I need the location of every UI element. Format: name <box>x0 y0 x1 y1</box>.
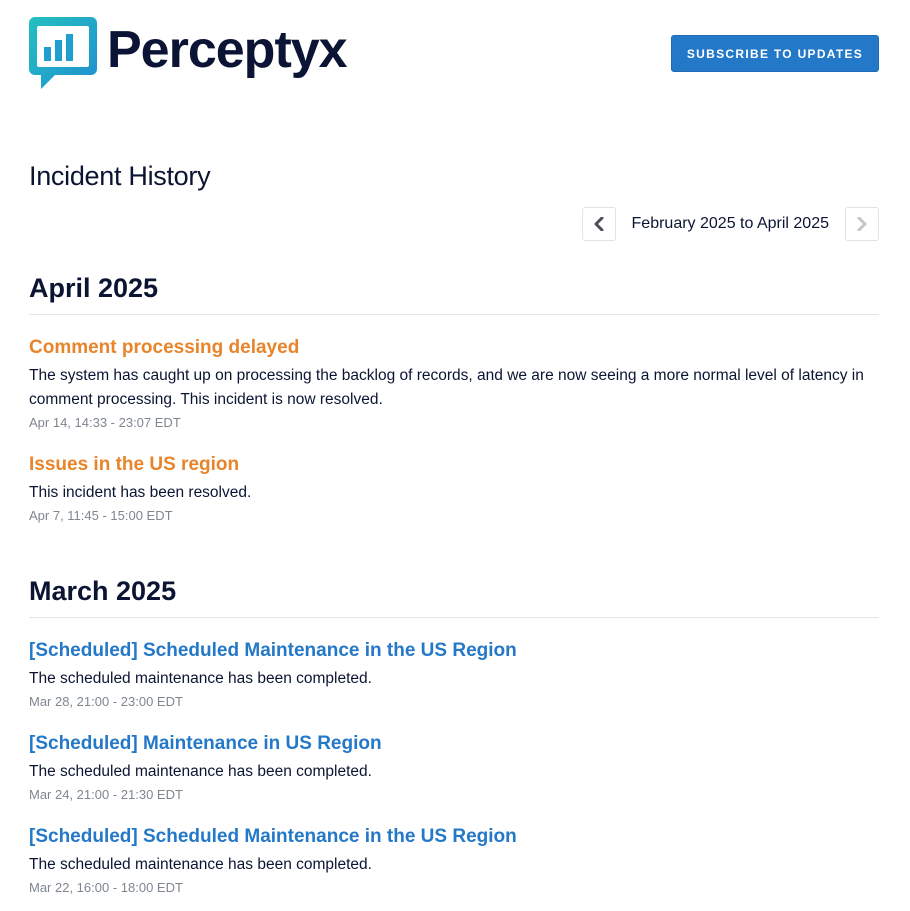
month-title: April 2025 <box>29 272 879 315</box>
month-section-march-2025 <box>29 575 879 896</box>
incident-title-link[interactable]: [Scheduled] Scheduled Maintenance in the US Region <box>29 640 517 662</box>
header <box>29 17 879 92</box>
next-range-button[interactable] <box>845 207 879 241</box>
incident-title-link[interactable]: Issues in the US region <box>29 454 240 476</box>
incident-item <box>29 826 879 896</box>
page-title: Incident History <box>29 161 211 191</box>
month-section-april-2025 <box>29 272 879 524</box>
incident-message: The scheduled maintenance has been completed. <box>29 762 372 780</box>
incident-title-link[interactable]: Comment processing delayed <box>29 337 300 359</box>
incident-message: The scheduled maintenance has been completed. <box>29 855 372 873</box>
chevron-right-icon <box>856 217 868 231</box>
incident-time: Mar 22, 16:00 - 18:00 EDT <box>29 879 183 895</box>
incident-message: This incident has been resolved. <box>29 483 252 501</box>
date-range-label: February 2025 to April 2025 <box>631 215 829 232</box>
incident-time: Apr 7, 11:45 - 15:00 EDT <box>29 507 173 523</box>
incident-time: Apr 14, 14:33 - 23:07 EDT <box>29 415 181 431</box>
date-range-pager <box>582 207 879 241</box>
incident-message: The scheduled maintenance has been completed. <box>29 670 372 688</box>
incident-message: The system has caught up on processing the backlog of records, and we are now seeing a more normal level of latency in comment processing. This incident is now resolved. <box>29 367 864 409</box>
chevron-left-icon <box>593 217 605 231</box>
incident-item <box>29 733 879 803</box>
incident-time: Mar 24, 21:00 - 21:30 EDT <box>29 786 183 802</box>
month-title: March 2025 <box>29 575 879 618</box>
logo-wordmark: Perceptyx <box>107 21 347 79</box>
incident-item <box>29 454 879 524</box>
incident-item <box>29 640 879 710</box>
subscribe-button[interactable]: SUBSCRIBE TO UPDATES <box>671 35 879 72</box>
perceptyx-logo-icon <box>29 17 97 89</box>
previous-range-button[interactable] <box>582 207 616 241</box>
incident-title-link[interactable]: [Scheduled] Maintenance in US Region <box>29 733 382 755</box>
incident-title-link[interactable]: [Scheduled] Scheduled Maintenance in the US Region <box>29 825 517 847</box>
incident-item <box>29 337 879 431</box>
logo[interactable] <box>29 17 347 89</box>
incident-time: Mar 28, 21:00 - 23:00 EDT <box>29 694 183 710</box>
